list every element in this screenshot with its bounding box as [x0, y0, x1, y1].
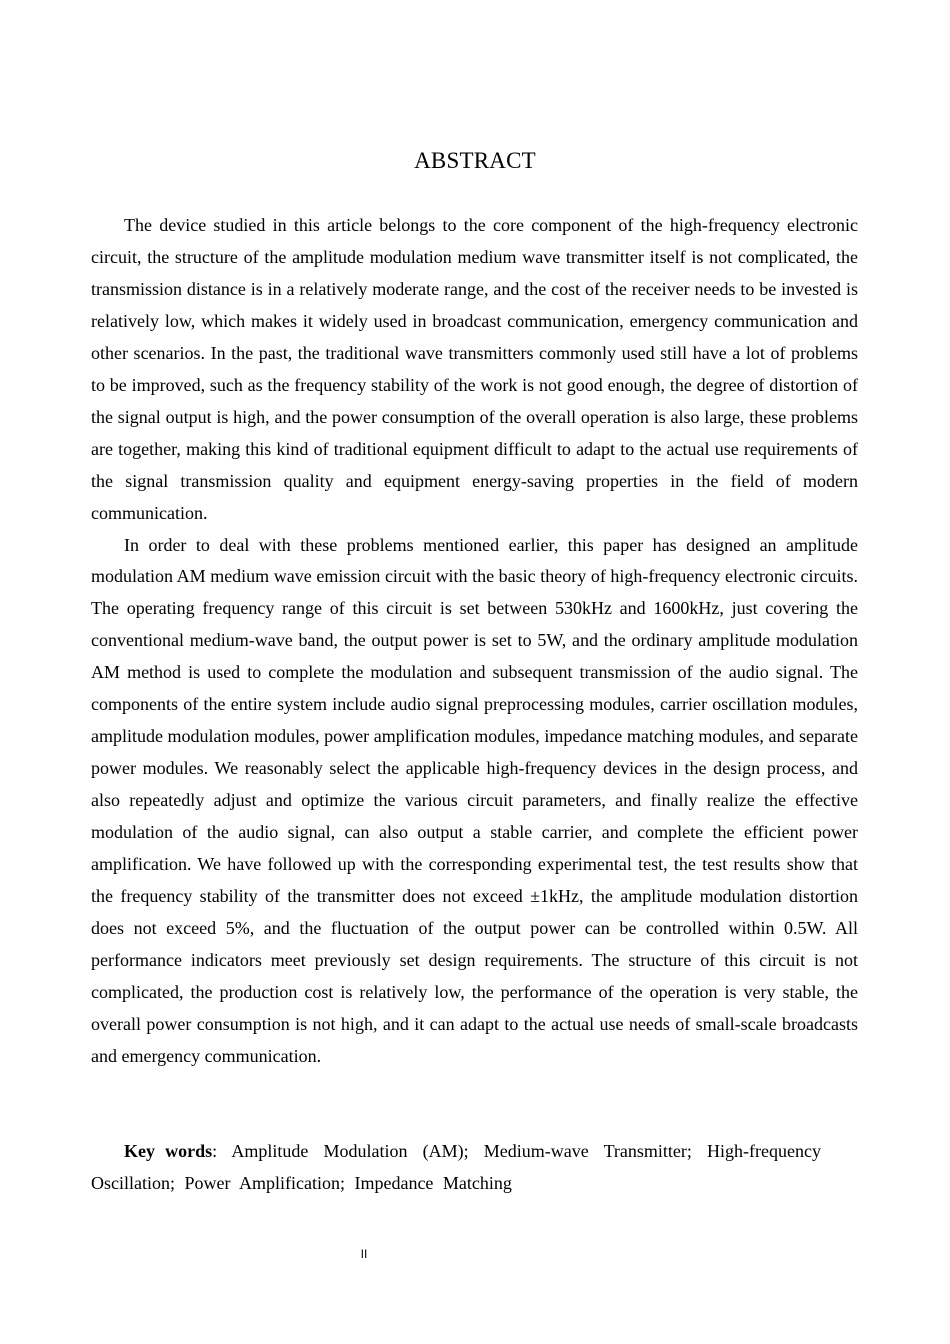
abstract-paragraph-2: In order to deal with these problems mentioned earlier, this paper has designed an amplitude modulation AM medium wave emission circuit with the basic theory of high-frequency electronic circuits. The operating frequency range of this circuit is set between 530kHz and 1600kHz, just covering the conventional medium-wave band, the output power is set to 5W, and the ordinary amplitude modulation AM method is used to complete the modulation and subsequent transmission of the audio signal. The components of the entire system include audio signal preprocessing modules, carrier oscillation modules, amplitude modulation modules, power amplification modules, impedance matching modules, and separate power modules. We reasonably select the applicable high-frequency devices in the design process, and also repeatedly adjust and optimize the various circuit parameters, and finally realize the effective modulation of the audio signal, can also output a stable carrier, and complete the efficient power amplification. We have followed up with the corresponding experimental test, the test results show that the frequency stability of the transmitter does not exceed ±1kHz, the amplitude modulation distortion does not exceed 5%, and the fluctuation of the output power can be controlled within 0.5W. All performance indicators meet previously set design requirements. The structure of this circuit is not complicated, the production cost is relatively low, the performance of the operation is very stable, the overall power consumption is not high, and it can adapt to the actual use needs of small-scale broadcasts and emergency communication.: [91, 534, 858, 1066]
abstract-body: [91, 210, 858, 1073]
page-number: II: [360, 1247, 368, 1261]
keywords-separator: :: [212, 1141, 218, 1161]
keywords-label: Key words: [124, 1141, 213, 1161]
abstract-paragraph-1: The device studied in this article belongs to the core component of the high-frequency electronic circuit, the structure of the amplitude modulation medium wave transmitter itself is not complicated, the transmission distance is in a relatively moderate range, and the cost of the receiver needs to be invested is relatively low, which makes it widely used in broadcast communication, emergency communication and other scenarios. In the past, the traditional wave transmitters commonly used still have a lot of problems to be improved, such as the frequency stability of the work is not good enough, the degree of distortion of the signal output is high, and the power consumption of the overall operation is also large, these problems are together, making this kind of traditional equipment difficult to adapt to the actual use requirements of the signal transmission quality and equipment energy-saving properties in the field of modern communication.: [91, 215, 858, 523]
abstract-title: ABSTRACT: [414, 148, 536, 173]
keywords-text: Amplitude Modulation (AM); Medium-wave Transmitter; High-frequency Oscillation; Power Amplification; Impedance Matching: [91, 1141, 822, 1193]
keywords-section: [91, 1135, 821, 1199]
